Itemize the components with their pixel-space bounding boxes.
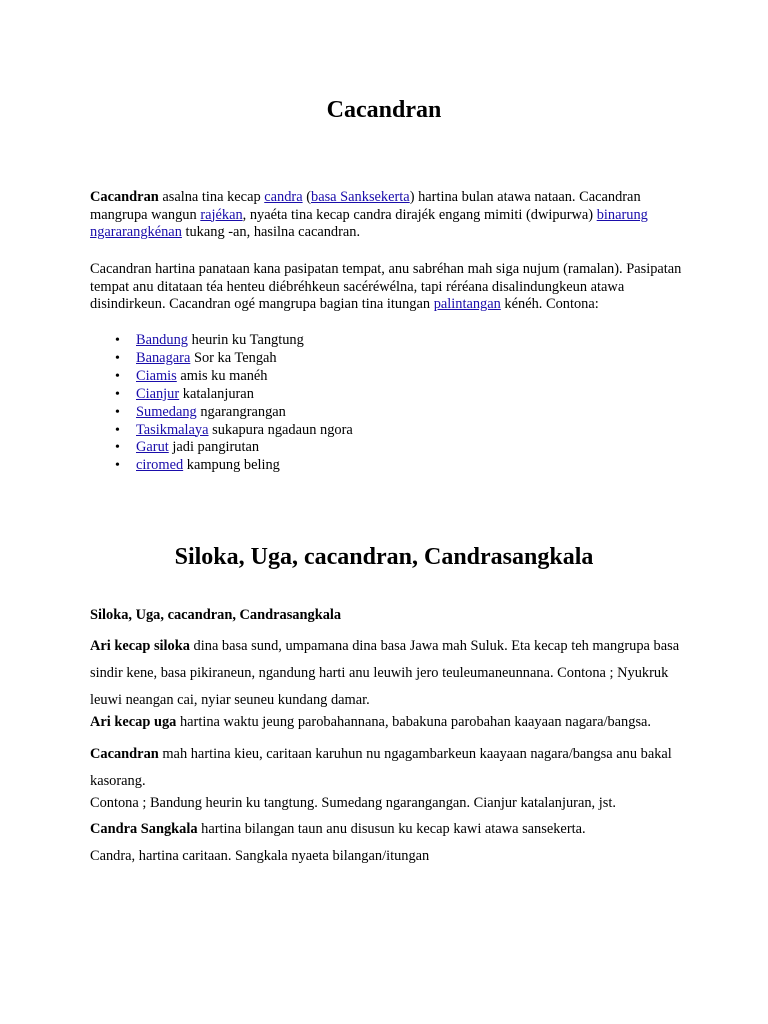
paragraph-text: mah hartina kieu, caritaan karuhun nu ngagambarkeun kaayaan nagara/bangsa anu bakal kasorang. xyxy=(90,746,672,789)
paragraph-text: ) hartina bulan atawa nataan. Cacandran mangrupa wangun xyxy=(90,189,641,223)
link-basa-sanksekerta[interactable]: basa Sanksekerta xyxy=(311,189,410,205)
list-link[interactable]: ciromed xyxy=(136,457,184,474)
list-link[interactable]: Sumedang xyxy=(136,403,197,420)
bold-term-cacandran: Cacandran xyxy=(90,189,159,205)
bold-term-candra-sangkala: Candra Sangkala xyxy=(90,821,198,837)
bullet: • xyxy=(115,333,120,348)
section-title: Siloka, Uga, cacandran, Candrasangkala xyxy=(174,544,594,570)
list-text: jadi pangirutan xyxy=(168,439,260,456)
list-item xyxy=(90,332,353,350)
list-link[interactable]: Garut xyxy=(136,439,169,456)
list-text: ngarangrangan xyxy=(196,403,286,420)
paragraph-text: Contona ; Bandung heurin ku tangtung. Sumedang ngarangangan. Cianjur katalanjuran, jst. xyxy=(90,795,616,811)
link-rajekan[interactable]: rajékan xyxy=(200,206,243,223)
bullet: • xyxy=(115,350,120,366)
paragraph-text: asalna tina kecap xyxy=(158,189,265,205)
list-item xyxy=(90,404,353,422)
link-binarung-ngararangkenan[interactable]: binarung ngararangkénan xyxy=(90,206,648,241)
paragraph-text: , nyaéta tina kecap candra dirajék engang mimiti (dwipurwa) xyxy=(242,206,597,223)
paragraph-text: kénéh. Contona: xyxy=(500,296,599,313)
list-link[interactable]: Tasikmalaya xyxy=(136,421,209,438)
bold-term-cacandran-2: Cacandran xyxy=(90,746,159,762)
list-link[interactable]: Ciamis xyxy=(136,367,177,384)
paragraph-text: Candra, hartina caritaan. Sangkala nyaeta bilangan/itungan xyxy=(90,848,430,864)
example-paragraph xyxy=(90,795,690,813)
definition-paragraph xyxy=(90,261,690,314)
bullet: • xyxy=(115,386,120,402)
list-text: amis ku manéh xyxy=(176,367,268,384)
bullet: • xyxy=(115,422,120,438)
list-item xyxy=(90,386,353,404)
bold-term-uga: Ari kecap uga xyxy=(90,714,177,730)
candra-definition-paragraph xyxy=(90,848,690,866)
subheading-text: Siloka, Uga, cacandran, Candrasangkala xyxy=(90,607,342,623)
paragraph-text: Cacandran hartina panataan kana pasipatan tempat, anu sabréhan mah siga nujum (ramalan). Pasipatan tempat anu ditataan téa henteu diébréhkeun sacéréwélna, tapi réréana disalindungkeun atawa disindirkeun. Cacandran ogé mangrupa bagian tina itungan xyxy=(90,261,682,313)
list-text: sukapura ngadaun ngora xyxy=(208,421,353,438)
list-item xyxy=(90,457,353,475)
paragraph-text: hartina waktu jeung parobahannana, babakuna parobahan kaayaan nagara/bangsa. xyxy=(176,714,652,730)
list-link[interactable]: Cianjur xyxy=(136,385,180,402)
list-text: kampung beling xyxy=(183,457,280,474)
siloka-paragraph xyxy=(90,633,690,713)
cacandran-list xyxy=(90,332,353,475)
cacandran-paragraph xyxy=(90,741,690,795)
list-item xyxy=(90,350,353,368)
paragraph-text: tukang -an, hasilna cacandran. xyxy=(181,224,361,241)
list-item xyxy=(90,368,353,386)
bullet: • xyxy=(115,458,120,474)
link-candra[interactable]: candra xyxy=(264,189,303,205)
intro-paragraph xyxy=(90,189,690,242)
uga-paragraph xyxy=(90,714,690,732)
paragraph-text: hartina bilangan taun anu disusun ku kecap kawi atawa sansekerta. xyxy=(197,821,586,837)
bullet: • xyxy=(115,440,120,456)
list-item xyxy=(90,439,353,457)
bullet: • xyxy=(115,404,120,420)
section-subheading xyxy=(90,607,690,625)
list-text: Sor ka Tengah xyxy=(190,349,277,366)
paragraph-text: ( xyxy=(302,189,311,205)
list-link[interactable]: Bandung xyxy=(136,332,188,348)
list-text: heurin ku Tangtung xyxy=(187,332,304,348)
paragraph-text: dina basa sund, umpamana dina basa Jawa mah Suluk. Eta kecap teh mangrupa basa sindir kene, basa pikiraneun, ngandung harti anu leuwih jero teuleumaneunnana. Contona ; Nyukruk leuwi neangan cai, nyiar seuneu kundang damar. xyxy=(90,638,680,708)
list-text: katalanjuran xyxy=(179,385,254,402)
page-title: Cacandran xyxy=(326,97,442,123)
bullet: • xyxy=(115,368,120,384)
bold-term-siloka: Ari kecap siloka xyxy=(90,638,190,654)
link-palintangan[interactable]: palintangan xyxy=(433,296,501,313)
candra-sangkala-paragraph xyxy=(90,821,690,839)
list-item xyxy=(90,422,353,440)
list-link[interactable]: Banagara xyxy=(136,349,191,366)
